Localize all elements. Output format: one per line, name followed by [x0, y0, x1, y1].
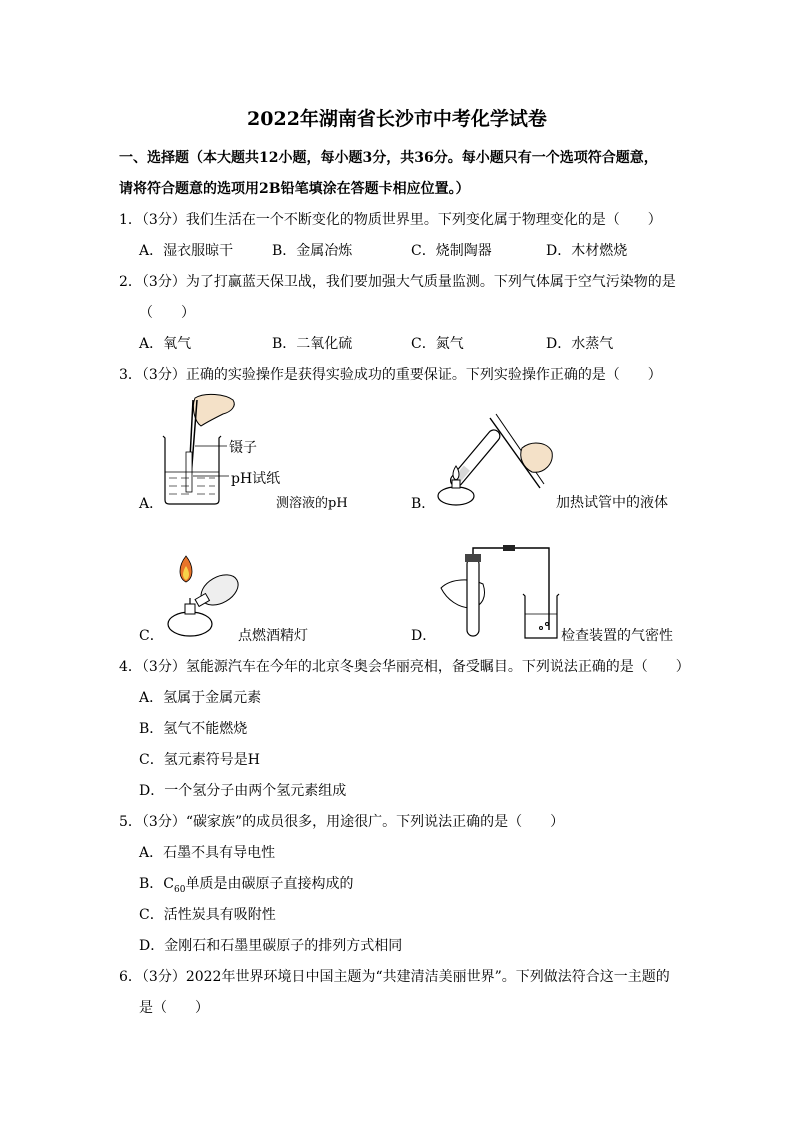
question-4-option-c: C．氢元素符号是H — [139, 752, 260, 768]
section-heading-line1: 一、选择题（本大题共12小题，每小题3分，共36分。每小题只有一个选项符合题意， — [119, 150, 658, 166]
airtightness-illustration — [437, 544, 562, 642]
question-2-stem: 2．（3分）为了打赢蓝天保卫战，我们要加强大气质量监测。下列气体属于空气污染物的是 — [119, 274, 676, 290]
page-title: 2022年湖南省长沙市中考化学试卷 — [247, 108, 547, 130]
figure-lighting-lamp — [160, 548, 245, 640]
ph-paper-label: pH试纸 — [231, 471, 281, 487]
question-3-option-a-caption: 测溶液的pH — [276, 496, 348, 511]
section-heading-line2: 请将符合题意的选项用2B铅笔填涂在答题卡相应位置。） — [119, 181, 470, 197]
question-6-stem: 6．（3分）2022年世界环境日中国主题为“共建清洁美丽世界”。下列做法符合这一主题的 — [119, 969, 670, 985]
question-5-option-b-prefix: B．C — [139, 876, 174, 892]
question-5-option-b-rest: 单质是由碳原子直接构成的 — [185, 876, 354, 892]
question-3-option-d-letter: D． — [411, 628, 437, 644]
question-5-stem: 5．（3分）“碳家族”的成员很多，用途很广。下列说法正确的是（ ） — [119, 814, 565, 830]
question-1-option-b: B．金属冶炼 — [272, 243, 353, 259]
ph-test-illustration — [155, 392, 275, 510]
question-5-option-b — [139, 873, 353, 895]
question-3-option-d-caption: 检查装置的气密性 — [561, 628, 673, 644]
question-1-option-a: A．湿衣服晾干 — [139, 243, 234, 259]
lighting-lamp-illustration — [160, 548, 245, 640]
question-4-option-b: B．氢气不能燃烧 — [139, 721, 248, 737]
question-6-stem-cont: 是（ ） — [139, 1000, 209, 1016]
question-1-stem: 1．（3分）我们生活在一个不断变化的物质世界里。下列变化属于物理变化的是（ ） — [119, 212, 662, 228]
question-3-option-c-letter: C． — [139, 628, 164, 644]
question-2-option-b: B．二氧化硫 — [272, 336, 353, 352]
question-2-option-a: A．氧气 — [139, 336, 192, 352]
question-1-option-c: C．烧制陶器 — [411, 243, 492, 259]
question-2-option-d: D．水蒸气 — [546, 336, 614, 352]
question-3-stem: 3．（3分）正确的实验操作是获得实验成功的重要保证。下列实验操作正确的是（ ） — [119, 367, 662, 383]
question-5-option-d: D．金刚石和石墨里碳原子的排列方式相同 — [139, 938, 403, 954]
question-5-option-c: C．活性炭具有吸附性 — [139, 907, 276, 923]
question-1-option-d: D．木材燃烧 — [546, 243, 628, 259]
question-2-stem-cont: （ ） — [139, 305, 195, 321]
question-3-option-a-letter: A． — [139, 496, 164, 512]
figure-ph-test — [155, 392, 275, 510]
question-2-option-c: C．氮气 — [411, 336, 464, 352]
question-4-option-d: D．一个氢分子由两个氢元素组成 — [139, 783, 347, 799]
heating-tube-illustration — [432, 392, 557, 510]
question-4-option-a: A．氢属于金属元素 — [139, 690, 262, 706]
question-5-option-a: A．石墨不具有导电性 — [139, 845, 276, 861]
figure-airtightness — [437, 544, 562, 642]
question-4-stem: 4．（3分）氢能源汽车在今年的北京冬奥会华丽亮相，备受瞩目。下列说法正确的是（ ） — [119, 659, 690, 675]
carbon-subscript: 60 — [174, 884, 186, 895]
question-3-option-b-letter: B． — [411, 496, 436, 512]
question-3-option-b-caption: 加热试管中的液体 — [556, 495, 668, 511]
tweezers-label: 镊子 — [229, 440, 257, 456]
question-3-option-c-caption: 点燃酒精灯 — [238, 628, 308, 644]
figure-heating-tube — [432, 392, 557, 510]
